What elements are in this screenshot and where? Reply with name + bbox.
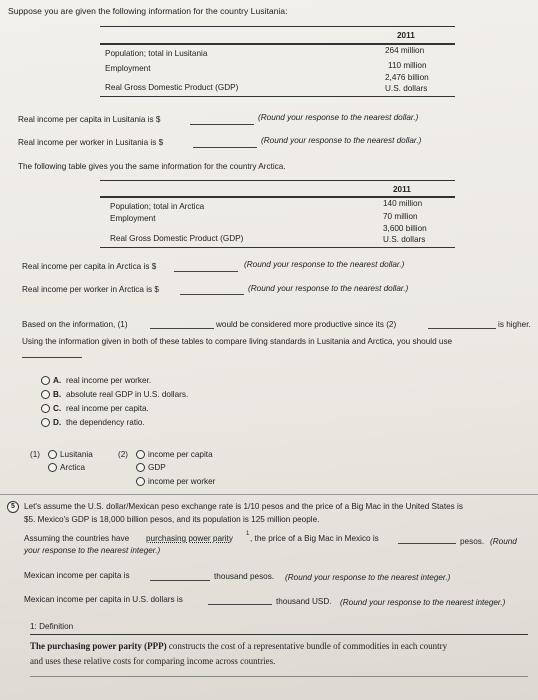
based-text-part2: would be considered more productive since its (2): [216, 320, 397, 329]
table2-top-rule: [100, 180, 455, 181]
table2-row-value: U.S. dollars: [383, 235, 426, 244]
table2-year: 2011: [393, 185, 411, 194]
p5-assume-part4: (Round: [490, 537, 517, 546]
option-key: D.: [53, 418, 62, 427]
option-text: real income per worker.: [66, 376, 152, 385]
definition-line2: and uses these relative costs for comparing income across countries.: [30, 656, 276, 666]
footnote-marker: 1: [246, 531, 250, 537]
p5-assume-part1: Assuming the countries have: [24, 534, 130, 543]
q3-hint: (Round your response to the nearest dollar.): [244, 260, 405, 269]
radio-button[interactable]: [41, 418, 50, 427]
p5-line1: Let's assume the U.S. dollar/Mexican peso exchange rate is 1/10 pesos and the price of a Big Mac in the United States is: [24, 502, 463, 511]
p5-mx2-unit: thousand USD.: [276, 597, 332, 606]
group2-option[interactable]: GDP: [148, 463, 166, 472]
p5-assume-part3: pesos.: [460, 537, 485, 546]
using-answer-field[interactable]: [22, 357, 82, 358]
option-text: the dependency ratio.: [66, 418, 145, 427]
q1-answer-field[interactable]: [190, 124, 254, 125]
table2-header-rule: [100, 196, 455, 198]
definition-line1: [30, 641, 447, 651]
table1-bottom-rule: [100, 96, 455, 97]
option-key: C.: [53, 404, 62, 413]
p5-mx1-hint: (Round your response to the nearest integer.): [285, 573, 451, 582]
table2-bottom-rule: [100, 247, 455, 248]
table1-top-rule: [100, 26, 455, 27]
option-key: A.: [53, 376, 62, 385]
table2-row-value: 3,600 billion: [383, 224, 427, 233]
radio-button[interactable]: [136, 463, 145, 472]
table1-row-label: Employment: [105, 64, 151, 73]
ppp-term: The purchasing power parity (PPP): [30, 641, 167, 651]
q3-answer-field[interactable]: [174, 271, 238, 272]
option-text: real income per capita.: [66, 404, 149, 413]
group2-option[interactable]: income per worker: [148, 477, 216, 486]
radio-button[interactable]: [41, 376, 50, 385]
table1-row-value: 110 million: [388, 61, 427, 70]
p5-assume-part2: , the price of a Big Mac in Mexico is: [250, 534, 379, 543]
q4-answer-field[interactable]: [180, 294, 244, 295]
option-text: absolute real GDP in U.S. dollars.: [66, 390, 189, 399]
question-number-badge: 5: [7, 501, 19, 513]
radio-button[interactable]: [48, 450, 57, 459]
radio-button[interactable]: [41, 390, 50, 399]
q4-label: Real income per worker in Arctica is $: [22, 285, 159, 294]
p5-mx1-unit: thousand pesos.: [214, 572, 275, 581]
intro2-text: The following table gives you the same information for the country Arctica.: [18, 162, 286, 171]
q2-hint: (Round your response to the nearest dollar.): [261, 136, 422, 145]
table1-row-label: Population; total in Lusitania: [105, 49, 208, 58]
p5-mx1-label: Mexican income per capita is: [24, 571, 130, 580]
group2-option[interactable]: income per capita: [148, 450, 213, 459]
table2-row-value: 140 million: [383, 199, 423, 208]
based-text-part1: Based on the information, (1): [22, 320, 128, 329]
definition-bottom-rule: [30, 676, 528, 677]
mx-income-usd-field[interactable]: [208, 604, 272, 605]
table2-row-value: 70 million: [383, 212, 418, 221]
p5-assume-part5: your response to the nearest integer.): [24, 546, 161, 555]
definition-heading: 1: Definition: [30, 622, 74, 631]
table1-row-label: Real Gross Domestic Product (GDP): [105, 83, 239, 92]
table1-row-value: 2,476 billion: [385, 73, 429, 82]
definition-rule: [30, 634, 528, 635]
using-text: Using the information given in both of these tables to compare living standards in Lusitania and Arctica, you should use: [22, 337, 453, 346]
q1-hint: (Round your response to the nearest dollar.): [258, 113, 419, 122]
table1-header-rule: [100, 43, 455, 45]
radio-button[interactable]: [136, 477, 145, 486]
table1-year: 2011: [397, 31, 415, 40]
table2-row-label: Population; total in Arctica: [110, 202, 205, 211]
table2-row-label: Real Gross Domestic Product (GDP): [110, 234, 244, 243]
radio-button[interactable]: [136, 450, 145, 459]
ppp-definition-link[interactable]: purchasing power parity: [146, 534, 233, 543]
group1-option[interactable]: Lusitania: [60, 450, 93, 459]
table2-row-label: Employment: [110, 214, 156, 223]
definition-line1-rest: constructs the cost of a representative bundle of commodities in each country: [166, 641, 448, 651]
p5-line2: $5. Mexico's GDP is 18,000 billion pesos, and its population is 125 million people.: [24, 515, 320, 524]
p5-mx2-label: Mexican income per capita in U.S. dollars is: [24, 595, 183, 604]
based-text-part3: is higher.: [498, 320, 531, 329]
q4-hint: (Round your response to the nearest dollar.): [248, 284, 409, 293]
based-answer2-field[interactable]: [428, 328, 496, 329]
group1-num: (1): [30, 450, 41, 459]
option-key: B.: [53, 390, 62, 399]
q2-answer-field[interactable]: [193, 147, 257, 148]
radio-button[interactable]: [48, 463, 57, 472]
p5-mx2-hint: (Round your response to the nearest integer.): [340, 598, 506, 607]
table1-row-value: 264 million: [385, 46, 425, 55]
q1-label: Real income per capita in Lusitania is $: [18, 115, 161, 124]
mx-income-pesos-field[interactable]: [150, 580, 210, 581]
based-answer1-field[interactable]: [150, 328, 214, 329]
intro-text: Suppose you are given the following information for the country Lusitania:: [8, 6, 288, 16]
table1-row-value: U.S. dollars: [385, 84, 428, 93]
bigmac-price-field[interactable]: [398, 543, 456, 544]
q3-label: Real income per capita in Arctica is $: [22, 262, 157, 271]
q2-label: Real income per worker in Lusitania is $: [18, 138, 164, 147]
group1-option[interactable]: Arctica: [60, 463, 86, 472]
group2-num: (2): [118, 450, 129, 459]
section-divider: [0, 494, 538, 495]
radio-button[interactable]: [41, 404, 50, 413]
